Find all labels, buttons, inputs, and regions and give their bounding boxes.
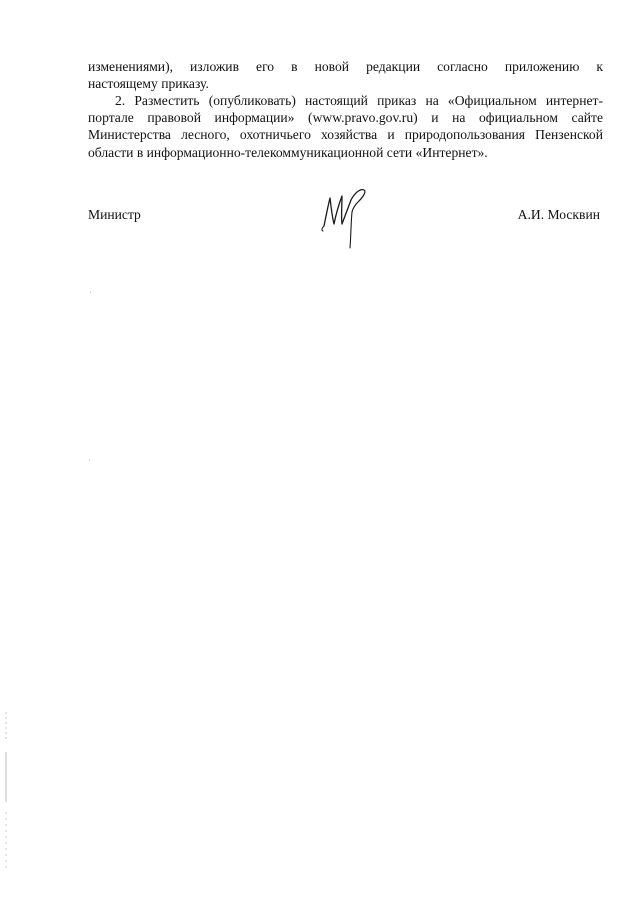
paragraph-item-2	[88, 92, 603, 161]
paragraph-line: портале правовой информации» (www.pravo.gov.ru) и на официальном сайте	[88, 110, 603, 126]
paragraph-line: области в информационно-телекоммуникационной сети «Интернет».	[88, 144, 488, 160]
scan-speck	[90, 292, 91, 293]
scan-edge-mark	[5, 712, 7, 872]
paragraph-line: изменениями), изложив его в новой редакции согласно приложению к	[88, 59, 603, 74]
paragraph-continuation	[88, 58, 603, 92]
paragraph-line: Министерства лесного, охотничьего хозяйства и природопользования Пензенской	[88, 127, 603, 143]
signer-name: А.И. Москвин	[517, 207, 600, 222]
handwritten-signature	[318, 186, 378, 254]
paragraph-line: настоящему приказу.	[88, 76, 209, 92]
scan-speck	[89, 460, 90, 461]
paragraph-line: 2. Разместить (опубликовать) настоящий приказ на «Официальном интернет-	[115, 93, 603, 108]
signer-position: Министр	[88, 207, 141, 222]
